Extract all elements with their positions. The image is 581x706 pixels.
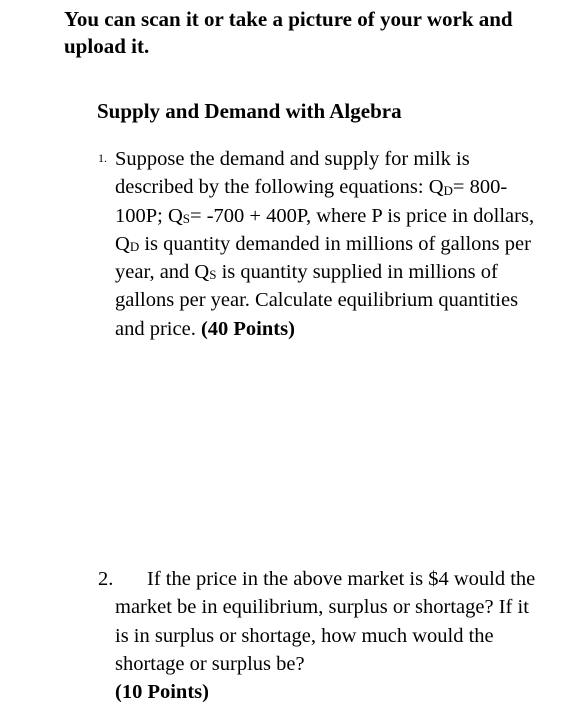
section-title: Supply and Demand with Algebra: [97, 99, 402, 123]
question-2: [98, 565, 545, 706]
question-2-text: If the price in the above market is $4 would the market be in equilibrium, surplus or shortage? If it is in surplus or shortage, how much would the shortage or surplus be?: [115, 568, 536, 675]
subscript-s: S: [209, 267, 217, 283]
question-2-points: (10 Points): [115, 681, 209, 704]
question-1: [98, 145, 545, 343]
subscript-s: S: [182, 210, 191, 226]
question-1-points: (40 Points): [200, 317, 295, 340]
upload-instructions: You can scan it or take a picture of your work and upload it.: [64, 7, 513, 58]
question-1-text-part-1: Suppose the demand and supply for milk is described by the following equations: Q: [115, 148, 470, 199]
question-2-number: 2.: [98, 568, 114, 590]
question-1-number: 1.: [98, 151, 107, 165]
question-1-text-part-3: = -700 + 400P, where P is price in dollars, Q: [115, 204, 535, 255]
question-1-text-part-4: is quantity demanded in millions of gallons per year, and Q: [115, 232, 531, 284]
subscript-d: D: [443, 182, 453, 198]
subscript-d: D: [129, 239, 140, 255]
question-1-text-part-5: is quantity supplied in millions of gallons per year. Calculate equilibrium quantities and price.: [115, 261, 519, 340]
question-1-text-part-2: = 800-100P; Q: [115, 176, 508, 227]
